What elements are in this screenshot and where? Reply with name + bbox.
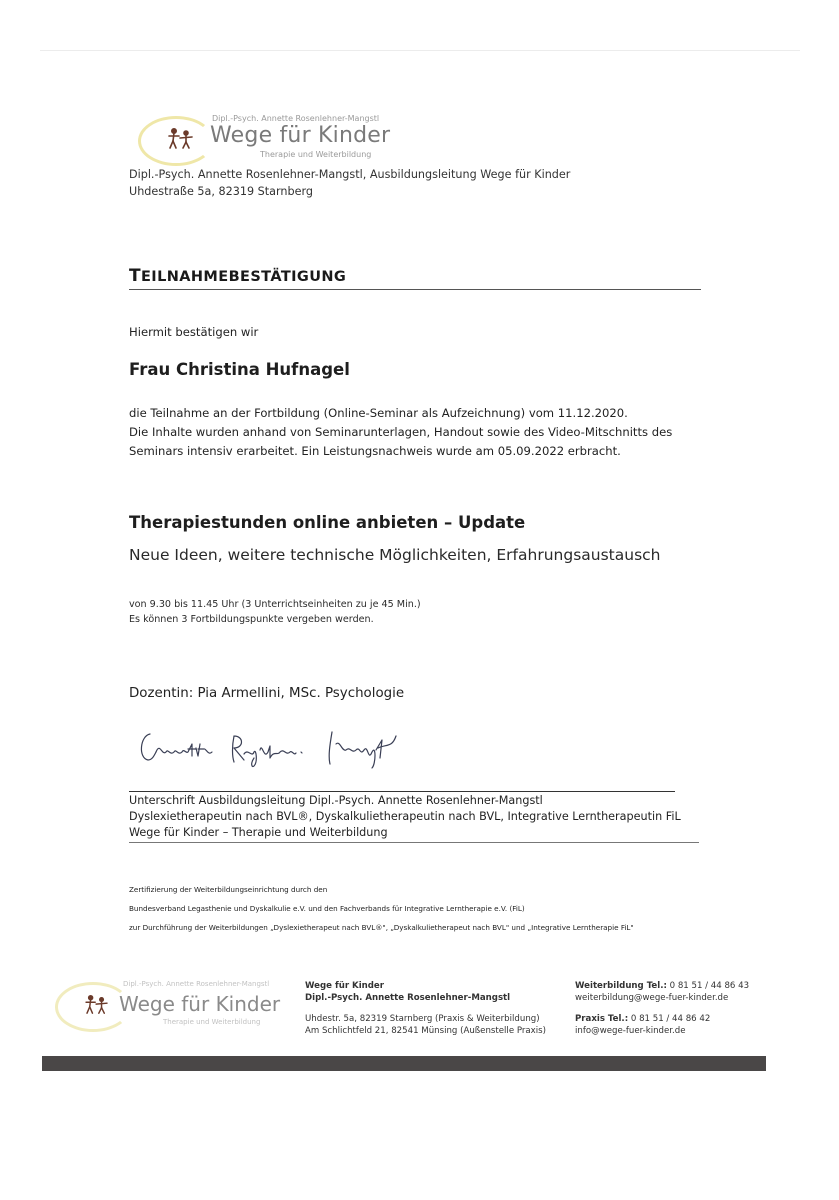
footer-children-icon [85, 995, 109, 1015]
scan-edge-line [40, 50, 800, 51]
certification-line-3: zur Durchführung der Weiterbildungen „Dyslexietherapeut nach BVL®", „Dyskalkulietherapeut nach BVL" und „Integrative Lerntherapie FiL" [129, 923, 634, 932]
footer-logo-top-line: Dipl.-Psych. Annette Rosenlehner-Mangstl [123, 980, 270, 988]
document-title-rest: EILNAHMEBESTÄTIGUNG [141, 269, 347, 285]
document-title [129, 266, 346, 286]
handwritten-signature [136, 722, 436, 772]
footer-org-name: Wege für Kinder [305, 981, 385, 991]
footer-address-2: Am Schlichtfeld 21, 82541 Münsing (Außenstelle Praxis) [305, 1026, 546, 1036]
signature-caption-1: Unterschrift Ausbildungsleitung Dipl.-Psych. Annette Rosenlehner-Mangstl [129, 794, 543, 807]
signature-line [129, 791, 675, 792]
footer-weiterbildung-phone-line [575, 981, 749, 991]
document-title-initial: T [129, 266, 141, 286]
participant-name: Frau Christina Hufnagel [129, 360, 350, 379]
certification-line-1: Zertifizierung der Weiterbildungseinrichtung durch den [129, 885, 328, 894]
signature-caption-3: Wege für Kinder – Therapie und Weiterbildung [129, 826, 388, 839]
children-icon [168, 128, 194, 150]
course-title: Therapiestunden online anbieten – Update [129, 513, 526, 532]
footer-org-person: Dipl.-Psych. Annette Rosenlehner-Mangstl [305, 993, 511, 1003]
certification-line-2: Bundesverband Legasthenie und Dyskalkulie e.V. und den Fachverbands für Integrative Lerntherapie e.V. (FiL) [129, 904, 525, 913]
footer-wb-label: Weiterbildung Tel.: [575, 981, 667, 991]
footer-praxis-label: Praxis Tel.: [575, 1014, 629, 1024]
footer-logo-name: Wege für Kinder [119, 992, 281, 1016]
course-subtitle: Neue Ideen, weitere technische Möglichkeiten, Erfahrungsaustausch [129, 546, 661, 564]
title-divider [129, 289, 701, 290]
footer-praxis-phone-line [575, 1014, 710, 1024]
course-time: von 9.30 bis 11.45 Uhr (3 Unterrichtseinheiten zu je 45 Min.) [129, 599, 421, 610]
body-line-2: Die Inhalte wurden anhand von Seminarunterlagen, Handout sowie des Video-Mitschnitts des [129, 425, 673, 439]
body-line-3: Seminars intensiv erarbeitet. Ein Leistungsnachweis wurde am 05.09.2022 erbracht. [129, 444, 621, 458]
footer-praxis-phone: 0 81 51 / 44 86 42 [630, 1014, 711, 1024]
confirm-intro: Hiermit bestätigen wir [129, 325, 259, 339]
body-line-1: die Teilnahme an der Fortbildung (Online-Seminar als Aufzeichnung) vom 11.12.2020. [129, 406, 628, 420]
footer-address-1: Uhdestr. 5a, 82319 Starnberg (Praxis & Weiterbildung) [305, 1014, 540, 1024]
logo-tagline: Therapie und Weiterbildung [260, 150, 372, 159]
footer-logo-tagline: Therapie und Weiterbildung [163, 1018, 261, 1026]
footer-wb-email: weiterbildung@wege-fuer-kinder.de [575, 993, 729, 1003]
signature-block-divider [129, 842, 699, 843]
course-points: Es können 3 Fortbildungspunkte vergeben werden. [129, 614, 374, 625]
sender-line-2: Uhdestraße 5a, 82319 Starnberg [129, 185, 313, 198]
footer-logo [55, 978, 285, 1034]
sender-line-1: Dipl.-Psych. Annette Rosenlehner-Mangstl, Ausbildungsleitung Wege für Kinder [129, 168, 571, 181]
footer-wb-phone: 0 81 51 / 44 86 43 [669, 981, 750, 991]
signature-caption-2: Dyslexietherapeutin nach BVL®, Dyskalkulietherapeutin nach BVL, Integrative Lerntherapeutin FiL [129, 810, 681, 823]
lecturer: Dozentin: Pia Armellini, MSc. Psychologie [129, 686, 405, 701]
footer-praxis-email: info@wege-fuer-kinder.de [575, 1026, 686, 1036]
logo-top-line: Dipl.-Psych. Annette Rosenlehner-Mangstl [212, 114, 380, 123]
footer-bar [42, 1056, 766, 1071]
logo-name: Wege für Kinder [210, 123, 391, 148]
logo [138, 114, 398, 164]
